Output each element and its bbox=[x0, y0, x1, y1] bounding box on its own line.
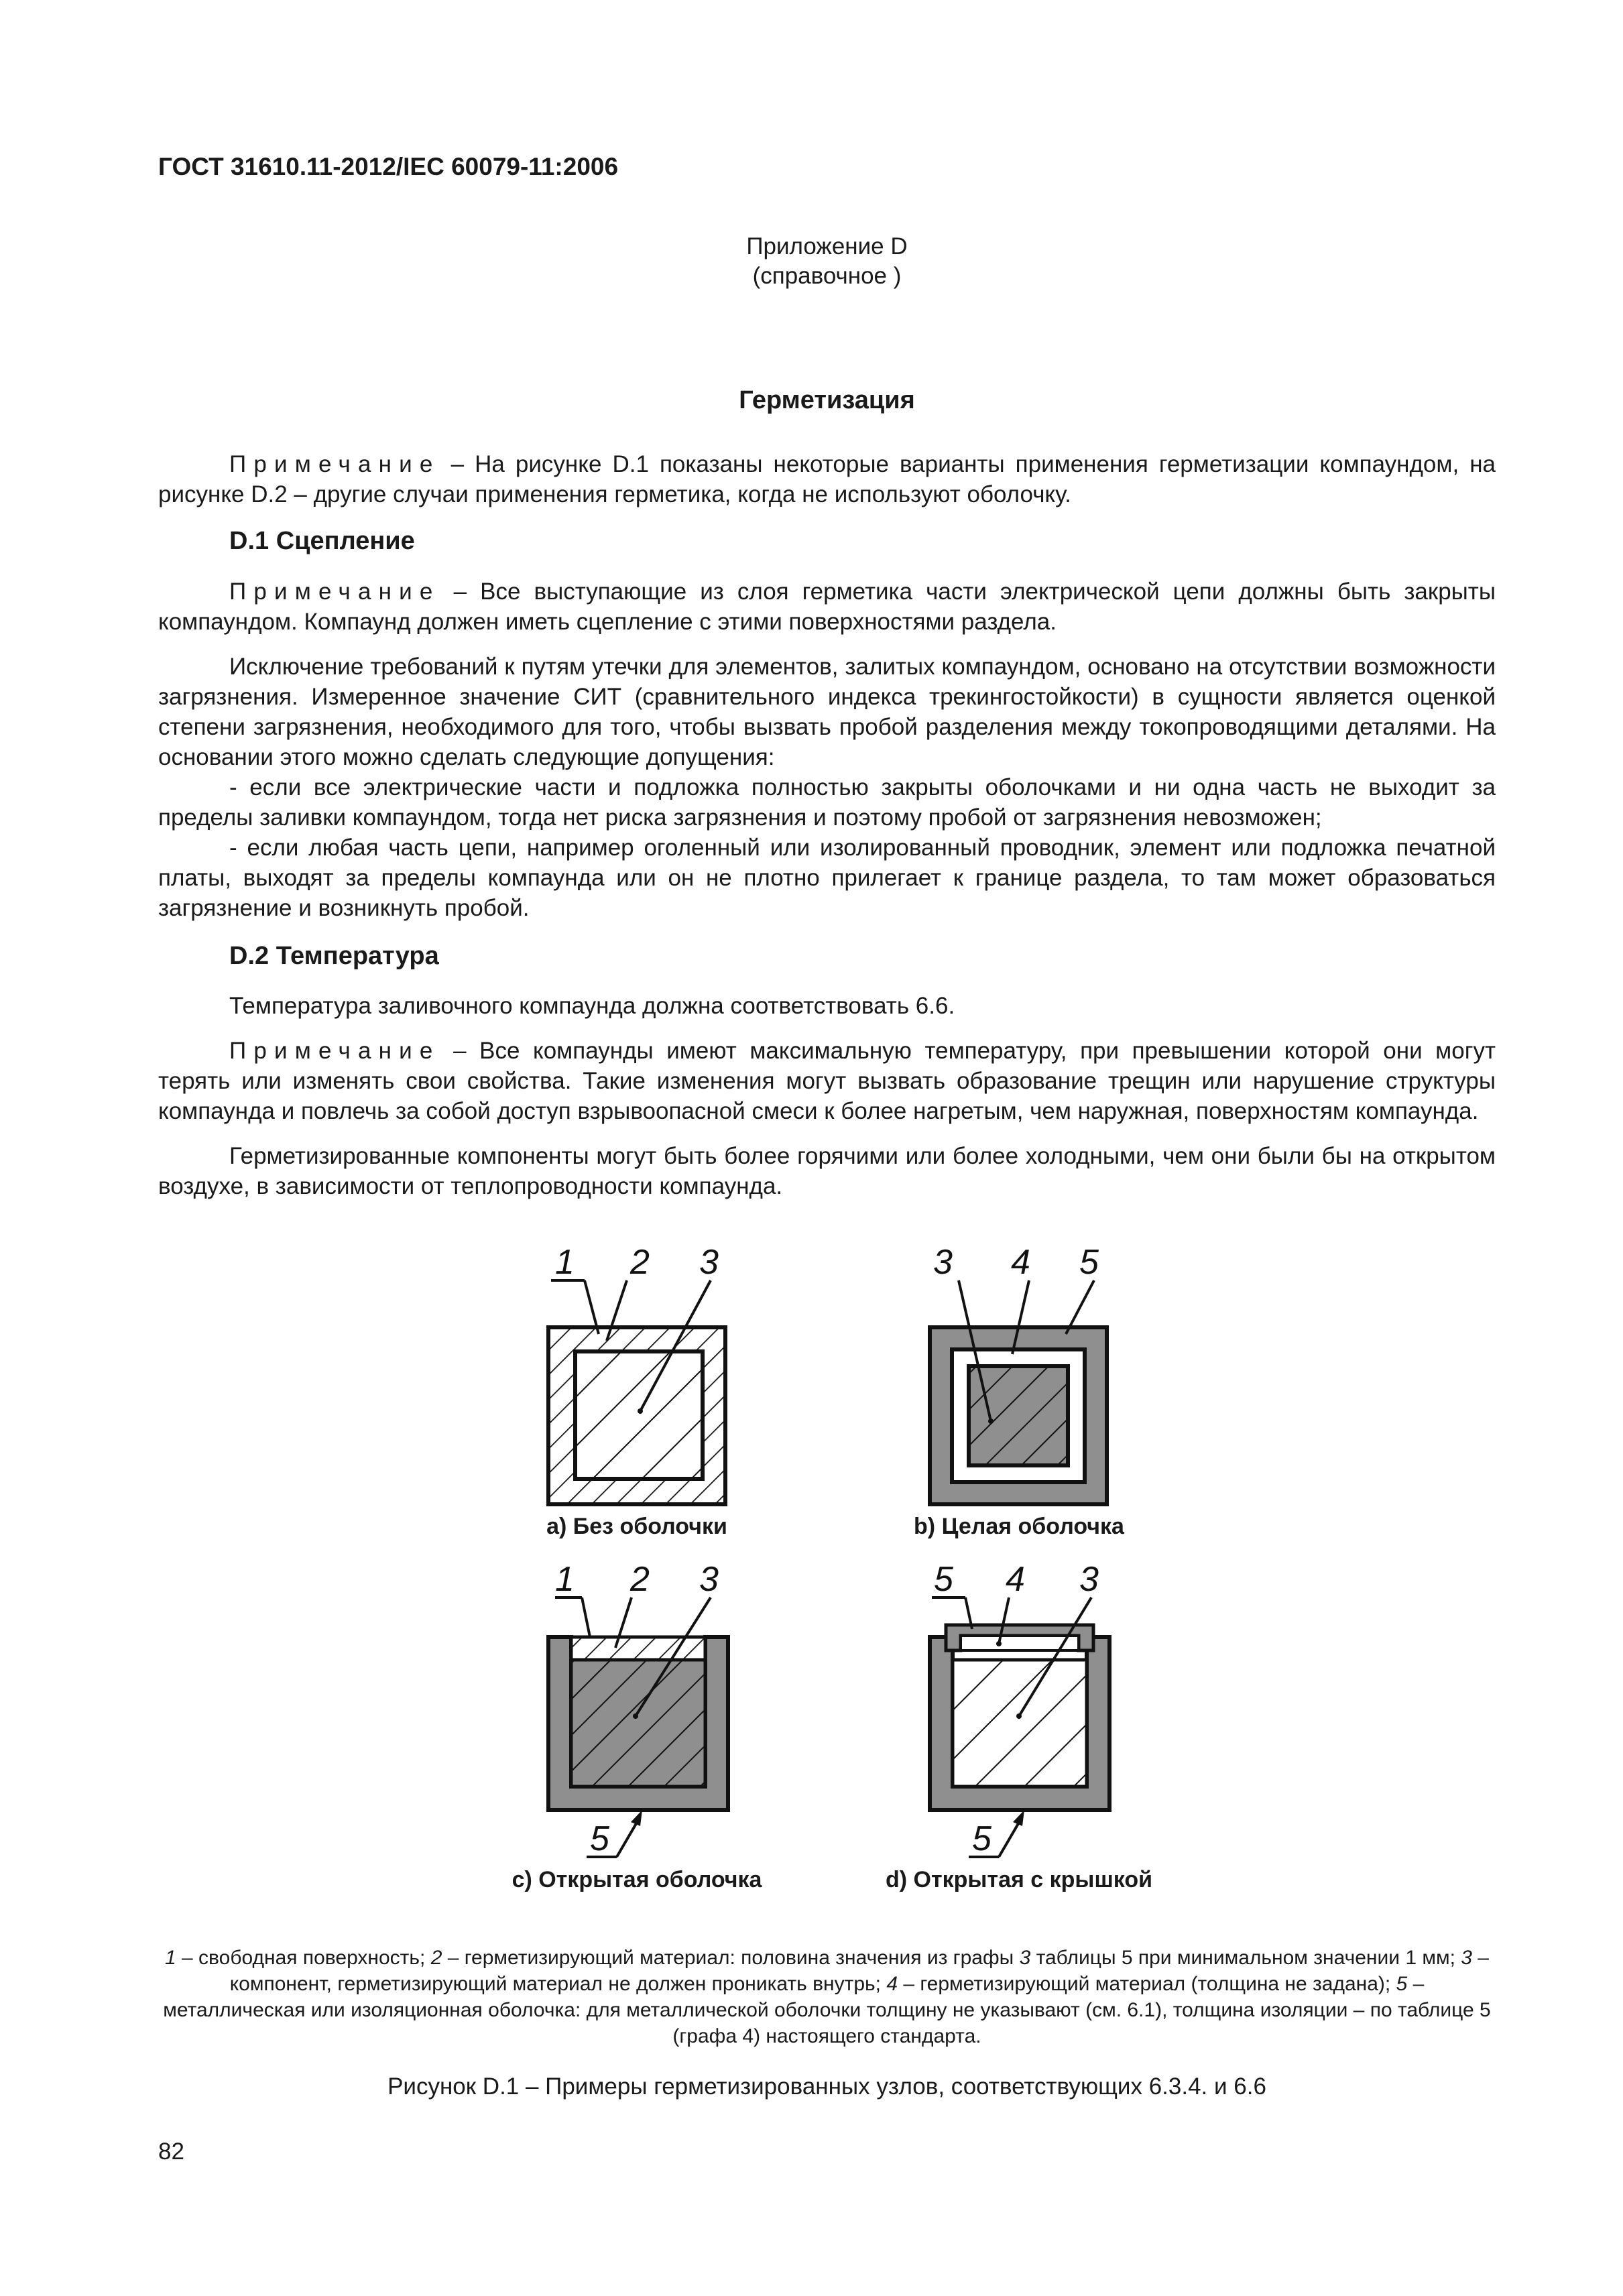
note-label: Примечание bbox=[229, 451, 440, 477]
label-2: 2 bbox=[630, 1243, 650, 1282]
panel-b-diagram bbox=[930, 1243, 1107, 1504]
label-1: 1 bbox=[555, 1243, 575, 1282]
label-5: 5 bbox=[1079, 1243, 1099, 1282]
label-3: 3 bbox=[699, 1560, 719, 1599]
annex-title: Приложение D bbox=[746, 233, 908, 259]
label-1: 1 bbox=[555, 1560, 575, 1599]
label-2: 2 bbox=[630, 1560, 650, 1599]
panel-c-diagram bbox=[548, 1560, 728, 1858]
note-text: – На рисунке D.1 показаны некоторые варианты применения герметизации компаундом, на рисунке D.2 – другие случаи применения герметика, когда не используют оболочку. bbox=[158, 451, 1496, 507]
paragraph: Температура заливочного компаунда должна соответствовать 6.6. bbox=[229, 993, 955, 1019]
section-d2-heading: D.2 Температура bbox=[229, 942, 439, 970]
note-text: – Все компаунды имеют максимальную температуру, при превышении которой они могут терять или изменять свои свойства. Такие изменения могут вызвать образование трещин или нарушение структуры компаунда и повлечь за собой доступ взрывоопасной смеси к более нагретым, чем наружная, поверхностям компаунда. bbox=[158, 1038, 1496, 1124]
list-item: - если любая часть цепи, например оголенный или изолированный проводник, элемент или подложка печатной платы, выходят за пределы компаунда или он не плотно прилегает к границе раздела, то там может образоваться загрязнение и возникнуть пробой. bbox=[158, 835, 1496, 921]
note-text: – Все выступающие из слоя герметика части электрической цепи должны быть закрыты компаундом. Компаунд должен иметь сцепление с этими поверхностями раздела. bbox=[158, 579, 1496, 635]
panel-d-caption: d) Открытая с крышкой bbox=[885, 1867, 1153, 1892]
section-d1-heading: D.1 Сцепление bbox=[229, 527, 415, 555]
label-3: 3 bbox=[933, 1243, 953, 1282]
page-number: 82 bbox=[158, 2138, 184, 2165]
label-5: 5 bbox=[934, 1560, 953, 1599]
annex-heading: Герметизация bbox=[739, 386, 915, 414]
paragraph: Исключение требований к путям утечки для элементов, залитых компаундом, основано на отсутствии возможности загрязнения. Измеренное значение СИТ (сравнительного индекса трекингостойкости) в сущности является оценкой степени загрязнения, необходимого для того, чтобы вызвать пробой разделения между токопроводящими деталями. На основании этого можно сделать следующие допущения: bbox=[158, 654, 1496, 770]
paragraph: Герметизированные компоненты могут быть более горячими или более холодными, чем они были бы на открытом воздухе, в зависимости от теплопроводности компаунда. bbox=[158, 1143, 1496, 1199]
label-3: 3 bbox=[699, 1243, 719, 1282]
figure-caption: Рисунок D.1 – Примеры герметизированных узлов, соответствующих 6.3.4. и 6.6 bbox=[387, 2073, 1266, 2100]
document-header: ГОСТ 31610.11-2012/IEC 60079-11:2006 bbox=[158, 153, 619, 180]
annex-status: (справочное ) bbox=[752, 263, 902, 289]
panel-a-caption: a) Без оболочки bbox=[546, 1514, 727, 1539]
list-item: - если все электрические части и подложка полностью закрыты оболочками и ни одна часть не выходит за пределы заливки компаундом, тогда нет риска загрязнения и поэтому пробой от загрязнения невозможен; bbox=[158, 774, 1496, 831]
note-label: Примечание bbox=[229, 579, 440, 605]
label-5: 5 bbox=[972, 1819, 991, 1858]
panel-b-caption: b) Целая оболочка bbox=[914, 1514, 1124, 1539]
label-4: 4 bbox=[1011, 1243, 1030, 1282]
panel-d-diagram bbox=[930, 1560, 1109, 1858]
panel-c-caption: c) Открытая оболочка bbox=[512, 1867, 762, 1892]
label-5: 5 bbox=[590, 1819, 609, 1858]
note-label: Примечание bbox=[229, 1038, 440, 1064]
panel-a-diagram bbox=[548, 1243, 725, 1504]
label-3: 3 bbox=[1079, 1560, 1099, 1599]
figure-legend: 1 – свободная поверхность; 2 – герметизирующий материал: половина значения из графы 3 таблицы 5 при минимальном значении 1 мм; 3 – компонент, герметизирующий материал не должен проникать внутрь; 4 – герметизирующий материал (толщина не задана); 5 – металлическая или изоляционная оболочка: для металлической оболочки толщину не указывают (см. 6.1), толщина изоляции – по таблице 5 (графа 4) настоящего стандарта. bbox=[163, 1947, 1491, 2047]
label-4: 4 bbox=[1006, 1560, 1025, 1599]
